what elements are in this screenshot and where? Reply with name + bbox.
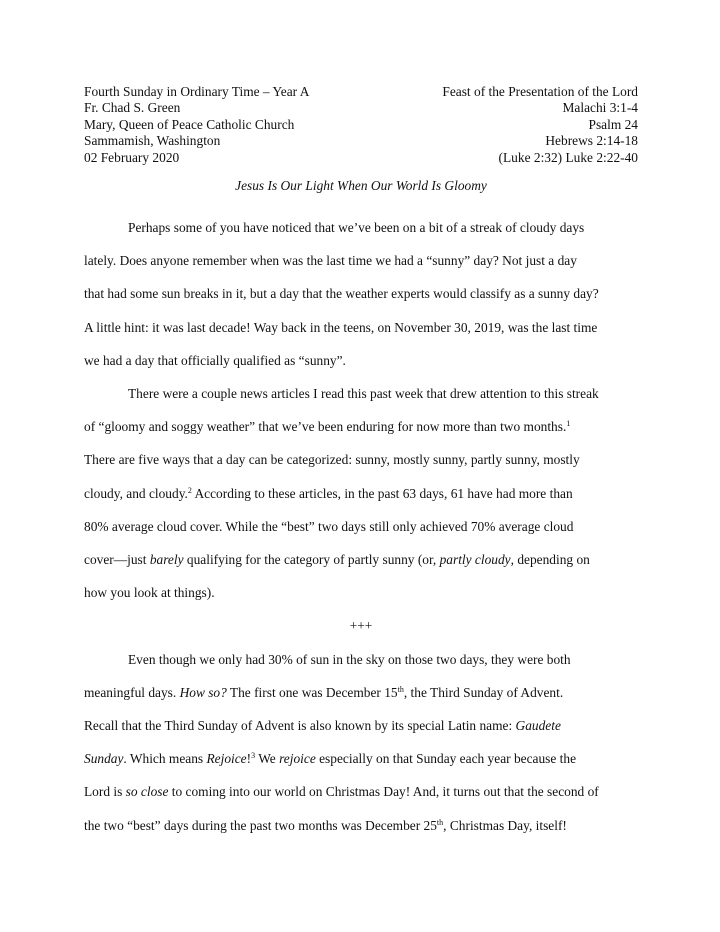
footnote-ref-2[interactable]: 2 <box>187 485 192 495</box>
emphasis: Rejoice <box>206 751 247 767</box>
emphasis: Sunday <box>84 751 124 767</box>
text-line: A little hint: it was last decade! Way back in the teens, on November 30, 2019, was the last time <box>84 319 598 335</box>
text-line: that had some sun breaks in it, but a day that the weather experts would classify as a sunny day? <box>84 286 599 302</box>
emphasis: Gaudete <box>515 718 561 734</box>
homily-occasion: Fourth Sunday in Ordinary Time – Year A <box>84 84 310 99</box>
homily-title: Jesus Is Our Light When Our World Is Gloomy <box>235 178 487 194</box>
emphasis: so close <box>125 784 169 800</box>
header-right <box>442 84 638 166</box>
text-line: There were a couple news articles I read this past week that drew attention to this streak <box>128 386 599 402</box>
psalm: Psalm 24 <box>588 116 638 132</box>
section-separator: +++ <box>349 618 373 634</box>
ordinal-suffix: th <box>436 817 444 827</box>
text-line: meaningful days. <box>84 684 180 700</box>
paragraph-2 <box>84 377 638 609</box>
date: 02 February 2020 <box>84 149 180 165</box>
ordinal-suffix: th <box>397 684 404 694</box>
paragraph-1 <box>84 211 638 377</box>
homily-body <box>84 211 638 842</box>
text-line: , depending on <box>510 552 590 568</box>
text-line: cloudy, and cloudy. <box>84 485 188 501</box>
text-line: We <box>255 751 280 767</box>
text-line: cover—just <box>84 552 150 568</box>
paragraph-3 <box>84 643 638 842</box>
text-line: of “gloomy and soggy weather” that we’ve been enduring for now more than two months. <box>84 419 567 435</box>
author: Fr. Chad S. Green <box>84 100 181 116</box>
text-line: lately. Does anyone remember when was the last time we had a “sunny” day? Not just a day <box>84 253 577 269</box>
emphasis: rejoice <box>279 751 316 767</box>
footnote-ref-3[interactable]: 3 <box>251 751 256 761</box>
text-line: There are five ways that a day can be categorized: sunny, mostly sunny, partly sunny, mostly <box>84 452 580 468</box>
text-line: we had a day that officially qualified as “sunny”. <box>84 352 346 368</box>
text-line: Lord is <box>84 784 126 800</box>
text-line: how you look at things). <box>84 585 215 601</box>
text-line: . Which means <box>123 751 207 767</box>
text-line: Perhaps some of you have noticed that we’ve been on a bit of a streak of cloudy days <box>128 220 585 236</box>
text-line: ! <box>246 751 252 767</box>
church: Mary, Queen of Peace Catholic Church <box>84 116 295 132</box>
text-line: Recall that the Third Sunday of Advent is also known by its special Latin name: <box>84 718 516 734</box>
text-line: According to these articles, in the past 63 days, 61 have had more than <box>191 485 573 501</box>
header-left <box>84 84 309 166</box>
feast-name: Feast of the Presentation of the Lord <box>442 84 638 99</box>
header-block <box>84 84 638 166</box>
emphasis: barely <box>149 552 184 568</box>
text-line: , the Third Sunday of Advent. <box>403 684 564 700</box>
text-line: the two “best” days during the past two months was December 25 <box>84 817 437 833</box>
text-line: The first one was December 15 <box>226 684 398 700</box>
reading-2: Hebrews 2:14-18 <box>545 133 638 149</box>
footnote-ref-1[interactable]: 1 <box>566 419 571 429</box>
location: Sammamish, Washington <box>84 133 221 149</box>
text-line: 80% average cloud cover. While the “best” two days still only achieved 70% average cloud <box>84 518 574 534</box>
text-line: Even though we only had 30% of sun in the sky on those two days, they were both <box>128 651 571 667</box>
text-line: qualifying for the category of partly sunny (or, <box>183 552 440 568</box>
text-line: , Christmas Day, itself! <box>443 817 567 833</box>
emphasis: partly cloudy <box>439 552 511 568</box>
text-line: especially on that Sunday each year because the <box>315 751 577 767</box>
emphasis: How so? <box>179 684 227 700</box>
reading-1: Malachi 3:1-4 <box>562 100 638 116</box>
text-line: to coming into our world on Christmas Day! And, it turns out that the second of <box>168 784 599 800</box>
gospel: (Luke 2:32) Luke 2:22-40 <box>498 149 638 165</box>
